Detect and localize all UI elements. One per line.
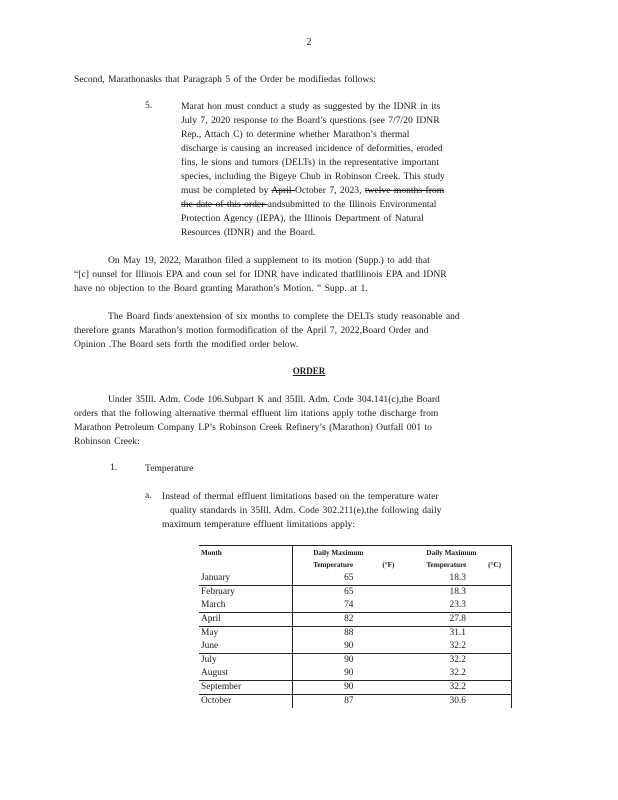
intro-paragraph: Second, Marathonasks that Paragraph 5 of the Order be modifiedas follows: [74,74,376,85]
table-row: August 90 32.2 [199,667,512,681]
item-5-line: the date of this order andsubmitted to the Illinois Environmental [181,199,437,210]
table-row: April 82 27.8 [199,613,512,627]
item-5-number: 5. [145,100,153,111]
order-heading: ORDER [292,366,326,376]
page-number: 2 [306,37,312,48]
month-header: Month [199,546,293,573]
item-5-line: fins, le sions and tumors (DELTs) in the representative important [181,157,439,168]
temperature-table [199,545,512,708]
item-5-line: July 7, 2020 response to the Board’s questions (see 7/7/20 IDNR [181,115,440,126]
table-row: June 90 32.2 [199,640,512,654]
table-row: February 65 18.3 [199,586,512,600]
supplement-paragraph: On May 19, 2022, Marathon filed a supplement to its motion (Supp.) to add that “[c] ounsel for Illinois EPA and coun sel for IDNR have indicated thatIllinois EPA and IDNR have no objection to the Board granting Marathon’s Motion. ” Supp. at 1. [74,255,447,294]
order-paragraph: Under 35Ill. Adm. Code 106.Subpart K and 35Ill. Adm. Code 304.141(c),the Board orders that the following alternative thermal effluent lim itations apply tothe discharge from Marathon Petroleum Company LP’s Robinson Creek Refinery’s (Marathon) Outfall 001 to Robinson Creek: [74,394,440,447]
item-1-number: 1. [110,462,118,473]
item-5-line: discharge is causing an increased incidence of deformities, eroded [181,143,443,154]
item-a-letter: a. [145,490,152,501]
celsius-header: Daily Maximum Temperature (°C) [404,546,511,573]
fahrenheit-header: Daily Maximum Temperature (°F) [293,546,405,573]
item-5-line: Resources (IDNR) and the Board. [181,227,316,238]
item-5-line: Marat hon must conduct a study as suggested by the IDNR in its [181,101,441,112]
item-5-line: must be completed by April October 7, 2023, twelve months from [181,185,445,196]
table-row: May 88 31.1 [199,627,512,641]
table-row: October 87 30.6 [199,695,512,709]
deleted-text: the date of this order [181,199,268,210]
item-5-text [181,100,493,240]
table-row: September 90 32.2 [199,681,512,695]
item-5-line: species, including the Bigeye Chub in Robinson Creek. This study [181,171,445,182]
table-row: July 90 32.2 [199,654,512,668]
item-1-title: Temperature [145,463,194,474]
finding-paragraph: The Board finds anextension of six months to complete the DELTs study reasonable and therefore grants Marathon’s motion formodification of the April 7, 2022,Board Order and Opinion .The Board sets forth the modified order below. [74,311,460,350]
item-a-text: Instead of thermal effluent limitations based on the temperature water quality standards in 35Ill. Adm. Code 302.211(e),the following daily maximum temperature effluent limitations apply: [162,491,442,530]
item-5-line: Rep., Attach C) to determine whether Marathon’s thermal [181,129,410,140]
table-row: January 65 18.3 [199,572,512,586]
item-5-line: Protection Agency (IEPA), the Illinois Department of Natural [181,213,424,224]
deleted-text: April [271,185,295,196]
table-row: March 74 23.3 [199,599,512,613]
deleted-text: twelve months from [364,185,445,196]
